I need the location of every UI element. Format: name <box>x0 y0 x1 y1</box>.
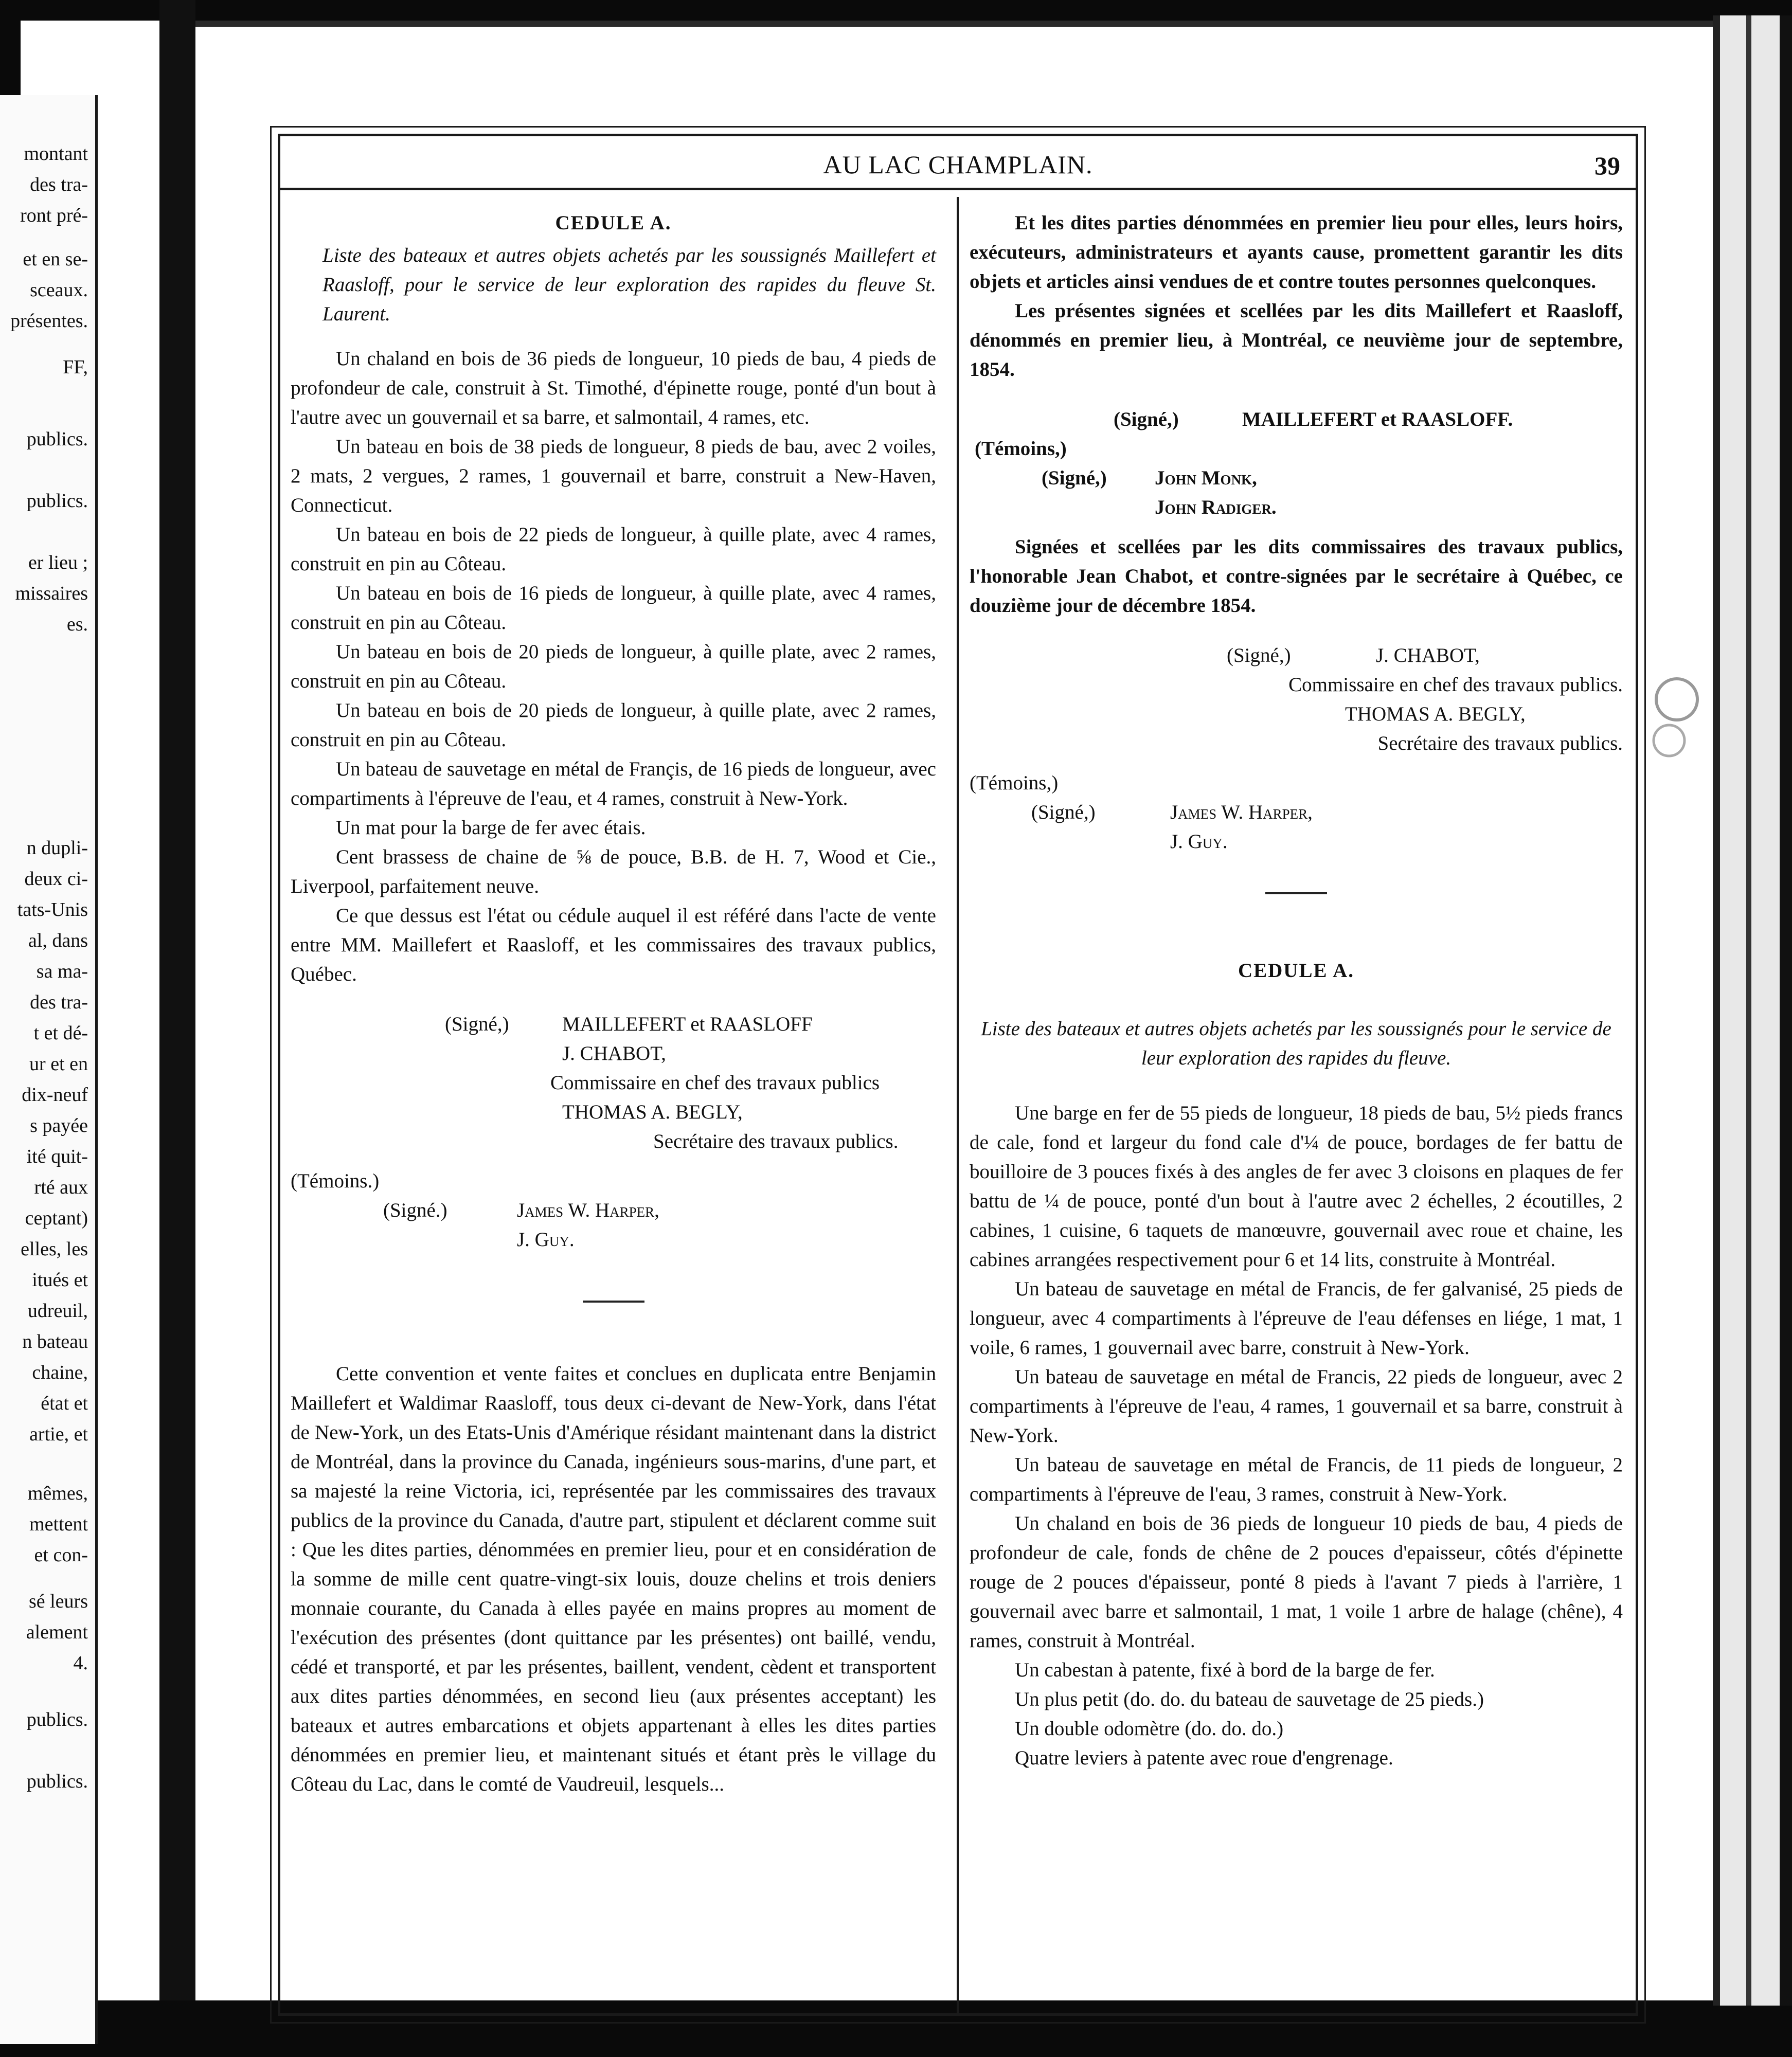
text-fragment: état et <box>41 1393 88 1414</box>
text-fragment: n dupli- <box>26 837 88 859</box>
signer-name: MAILLEFERT et RAASLOFF <box>562 1013 813 1035</box>
signer-title: Secrétaire des travaux publics. <box>653 1130 899 1152</box>
sealing-paragraph: Les présentes signées et scellées par les dits Maillefert et Raasloff, dénommés en premier lieu, à Montréal, ce neuvième jour de septembre, 1854. <box>970 300 1623 381</box>
list-item: Un bateau de sauvetage en métal de Francis, 22 pieds de longueur, avec 2 compartiments à l'épreuve de l'eau, 4 rames, 1 gouvernail et sa barre, construit à New-York. <box>970 1366 1623 1447</box>
text-fragment: mêmes, <box>27 1483 88 1504</box>
text-fragment: es. <box>66 614 88 635</box>
signer-title: Secrétaire des travaux publics. <box>1377 732 1623 754</box>
list-item: Un bateau en bois de 16 pieds de longueur, à quille plate, avec 4 rames, construit en pin au Côteau. <box>291 582 936 634</box>
text-fragment: alement <box>26 1621 88 1643</box>
witness-name: James W. Harper, <box>517 1199 659 1221</box>
signature-line <box>291 1068 936 1097</box>
countersign-paragraph: Signées et scellées par les dits commissaires des travaux publics, l'honorable Jean Chabot, et contre-signées par le secrétaire à Québec, ce douzième jour de décembre 1854. <box>970 536 1623 617</box>
running-title: AU LAC CHAMPLAIN. <box>823 150 1093 179</box>
text-fragment: montant <box>24 143 88 165</box>
witnesses-line <box>970 768 1623 798</box>
text-fragment: er lieu ; <box>28 552 88 573</box>
signature-line <box>970 729 1623 758</box>
witnesses-label: (Témoins,) <box>970 772 1059 794</box>
text-fragment: et en se- <box>23 248 88 270</box>
witness-line <box>291 1196 936 1225</box>
item-list <box>291 344 936 989</box>
witness-name: John Radiger. <box>1155 496 1277 518</box>
schedule-heading: CEDULE A. <box>555 212 672 234</box>
text-fragment: udreuil, <box>27 1300 88 1322</box>
text-fragment: et con- <box>34 1544 88 1566</box>
signature-line <box>970 699 1623 729</box>
text-fragment: ité quit- <box>26 1146 88 1167</box>
witnesses-label: (Témoins,) <box>975 438 1067 460</box>
signer-title: Commissaire en chef des travaux publics <box>550 1072 880 1094</box>
witness-name: J. Guy. <box>1170 831 1228 853</box>
text-fragment: sa ma- <box>36 961 88 982</box>
signer-name: THOMAS A. BEGLY, <box>562 1101 743 1123</box>
text-fragment: n bateau <box>22 1331 88 1352</box>
list-item: Un bateau de sauvetage en métal de Francis, de fer galvanisé, 25 pieds de longueur, avec 4 compartiments à l'épreuve de l'eau défenses en liége, 1 mat, 1 voile, 6 rames, 1 gouvernail avec barre, construit à New-York. <box>970 1278 1623 1359</box>
schedule-heading: CEDULE A. <box>1238 960 1355 982</box>
list-item: Un mat pour la barge de fer avec étais. <box>336 817 646 839</box>
text-fragment: chaine, <box>32 1362 88 1383</box>
text-fragment: dix-neuf <box>22 1084 88 1106</box>
text-fragment: des tra- <box>30 174 88 195</box>
list-item: Un bateau en bois de 20 pieds de longueur, à quille plate, avec 2 rames, construit en pin au Côteau. <box>291 641 936 692</box>
signer-name: THOMAS A. BEGLY, <box>1345 703 1526 725</box>
witness-line <box>970 463 1623 493</box>
text-fragment: publics. <box>26 490 88 512</box>
section-rule <box>1265 892 1327 894</box>
text-fragment: al, dans <box>28 930 88 951</box>
signed-label: (Signé,) <box>1114 408 1179 430</box>
signature-line <box>291 1009 936 1039</box>
witnesses-line <box>291 1166 936 1196</box>
text-fragment: artie, et <box>29 1423 88 1445</box>
list-item: Un chaland en bois de 36 pieds de longueur 10 pieds de bau, 4 pieds de profondeur de cale, fonds de chêne de 2 pouces d'epaisseur, côtés d'épinette rouge de 2 pouces d'épaisseur, ponté 8 pieds à l'avant 7 pieds à l'arrière, 1 gouvernail avec barre et salmontail, 1 mat, 1 voile 1 arbre de halage (chêne), 4 rames, construit à Montréal. <box>970 1512 1623 1652</box>
list-item: Un bateau de sauvetage en métal de Francis, de 11 pieds de longueur, 2 compartiments à l'épreuve de l'eau, 3 rames, construit à New-York. <box>970 1454 1623 1505</box>
list-item: Quatre leviers à patente avec roue d'engrenage. <box>1015 1747 1393 1769</box>
signature-line <box>970 641 1623 670</box>
text-fragment: publics. <box>26 428 88 450</box>
witness-signed-label: (Signé.) <box>383 1199 447 1221</box>
list-item: Un bateau en bois de 22 pieds de longueur, à quille plate, avec 4 rames, construit en pin au Côteau. <box>291 524 936 575</box>
convention-paragraph: Cette convention et vente faites et conclues en duplicata entre Benjamin Maillefert et Waldimar Raasloff, tous deux ci-devant de New-York, dans l'état de New-York, un des Etats-Unis d'Amérique résidant maintenant dans la district de Montréal, dans la province du Canada, ingénieurs sous-marins, d'une part, et sa majesté la reine Victoria, ici, représentée par les commissaires des travaux publics de la province du Canada, d'autre part, stipulent et déclarent comme suit : Que les dites parties, dénommées en premier lieu, pour et en considération de la somme de mille cent quatre-vingt-six louis, douze chelins et trois deniers monnaie courante, du Canada à elles payée en mains propres au moment de l'exécution des présentes (dont quittance par les présentes) ont baillé, vendu, cédé et transporté, et par les présentes, baillent, vendent, cèdent et transportent aux dites parties dénommées, en second lieu (aux présentes acceptant) les bateaux et autres embarcations et objets appartenant à elles les dites parties dénommées en premier lieu, et maintenant situés et étant près le village du Côteau du Lac, dans le comté de Vaudreuil, lesquels... <box>291 1363 936 1795</box>
text-fragment: elles, les <box>21 1238 88 1260</box>
right-column <box>970 208 1623 1773</box>
list-item: Un double odomètre (do. do. do.) <box>1015 1718 1284 1740</box>
text-fragment: ront pré- <box>20 205 88 226</box>
witness-signed-label: (Signé,) <box>1031 801 1096 823</box>
text-fragment: missaires <box>15 583 88 604</box>
signed-label: (Signé,) <box>1227 644 1291 666</box>
guarantee-paragraph: Et les dites parties dénommées en premier lieu pour elles, leurs hoirs, exécuteurs, administrateurs et ayants cause, promettent garantir les dits objets et articles ainsi vendues de et contre toutes personnes quelconques. <box>970 212 1623 293</box>
list-item: Ce que dessus est l'état ou cédule auquel il est référé dans l'acte de vente entre MM. Maillefert et Raasloff, et les commissaires des travaux publics, Québec. <box>291 905 936 985</box>
text-fragment: 4. <box>73 1652 88 1674</box>
signature-line <box>970 670 1623 699</box>
text-fragment: publics. <box>26 1771 88 1792</box>
witnesses-label: (Témoins.) <box>291 1170 380 1192</box>
schedule-intro: Liste des bateaux et autres objets achetés par les soussignés pour le service de leur exploration des rapides du fleuve. <box>981 1018 1611 1069</box>
signature-line <box>291 1097 936 1127</box>
page-number: 39 <box>1594 151 1620 180</box>
text-fragment: deux ci- <box>24 868 88 890</box>
book-page <box>278 134 1638 2016</box>
text-fragment: ceptant) <box>25 1207 88 1229</box>
text-fragment: s payée <box>30 1115 88 1136</box>
signature-line <box>291 1039 936 1068</box>
witness-name: John Monk, <box>1155 467 1257 489</box>
page-header <box>280 136 1636 190</box>
text-fragment: ur et en <box>29 1053 88 1075</box>
list-item: Un bateau en bois de 38 pieds de longueur, 8 pieds de bau, avec 2 voiles, 2 mats, 2 vergues, 2 rames, 1 gouvernail et barre, construit a New-Haven, Connecticut. <box>291 436 936 516</box>
left-column <box>291 208 936 1799</box>
witnesses-line <box>970 434 1623 463</box>
signer-name: MAILLEFERT et RAASLOFF. <box>1242 408 1513 430</box>
list-item: Un cabestan à patente, fixé à bord de la barge de fer. <box>1015 1659 1435 1681</box>
list-item: Un bateau de sauvetage en métal de Françis, de 16 pieds de longueur, avec compartiments à l'épreuve de l'eau, et 4 rames, construit à New-York. <box>291 758 936 809</box>
text-fragment: mettent <box>29 1513 88 1535</box>
list-item: Un plus petit (do. do. du bateau de sauvetage de 25 pieds.) <box>1015 1688 1484 1710</box>
text-fragment: itués et <box>32 1269 88 1291</box>
text-fragment: présentes. <box>10 310 88 332</box>
text-fragment: sceaux. <box>30 279 88 301</box>
text-fragment: FF, <box>63 356 88 378</box>
signature-line <box>970 405 1623 434</box>
text-fragment: des tra- <box>30 991 88 1013</box>
list-item: Un chaland en bois de 36 pieds de longueur, 10 pieds de bau, 4 pieds de profondeur de cale, construit à St. Timothé, d'épinette rouge, ponté d'un bout à l'autre avec un gouvernail et sa barre, et salmontail, 4 rames, etc. <box>291 348 936 428</box>
column-divider <box>957 197 959 2013</box>
witness-signed-label: (Signé,) <box>1042 467 1107 489</box>
list-item: Cent brassess de chaine de ⅝ de pouce, B.B. de H. 7, Wood et Cie., Liverpool, parfaitement neuve. <box>291 846 936 897</box>
witness-line <box>970 493 1623 522</box>
signed-label: (Signé,) <box>445 1013 509 1035</box>
signer-name: J. CHABOT, <box>1376 644 1480 666</box>
signer-name: J. CHABOT, <box>562 1042 666 1064</box>
text-fragment: rté aux <box>34 1177 88 1198</box>
item-list <box>970 1098 1623 1773</box>
signer-title: Commissaire en chef des travaux publics. <box>1288 674 1623 696</box>
witness-line <box>970 798 1623 827</box>
section-rule <box>583 1301 644 1303</box>
witness-name: James W. Harper, <box>1170 801 1313 823</box>
text-fragment: sé leurs <box>28 1591 88 1612</box>
text-fragment: t et dé- <box>33 1022 88 1044</box>
witness-name: J. Guy. <box>517 1229 575 1251</box>
list-item: Un bateau en bois de 20 pieds de longueur, à quille plate, avec 2 rames, construit en pin au Côteau. <box>291 699 936 751</box>
signature-line <box>291 1127 936 1156</box>
adjacent-page-fragment <box>0 95 98 2044</box>
witness-line <box>970 827 1623 856</box>
witness-line <box>291 1225 936 1254</box>
list-item: Une barge en fer de 55 pieds de longueur, 18 pieds de bau, 5½ pieds francs de cale, fond et largeur du fond cale d'¼ de pouce, bordages de fer battu de bouilloire de 3 pouces fixés à des angles de fer avec 3 cloisons en plaques de fer battu de ¼ de pouce, ponté d'un bout à l'autre avec 2 échelles, 2 écoutilles, 2 cabines, 1 cuisine, 6 taquets de manœuvre, gouvernail avec roue et chaine, les cabines arrangées respectivement pour 6 et 14 lits, construite à Montréal. <box>970 1102 1623 1271</box>
text-fragment: publics. <box>26 1709 88 1730</box>
text-fragment: tats-Unis <box>17 899 88 921</box>
schedule-intro: Liste des bateaux et autres objets achetés par les soussignés Maillefert et Raasloff, pour le service de leur exploration des rapides du fleuve St. Laurent. <box>322 244 936 325</box>
